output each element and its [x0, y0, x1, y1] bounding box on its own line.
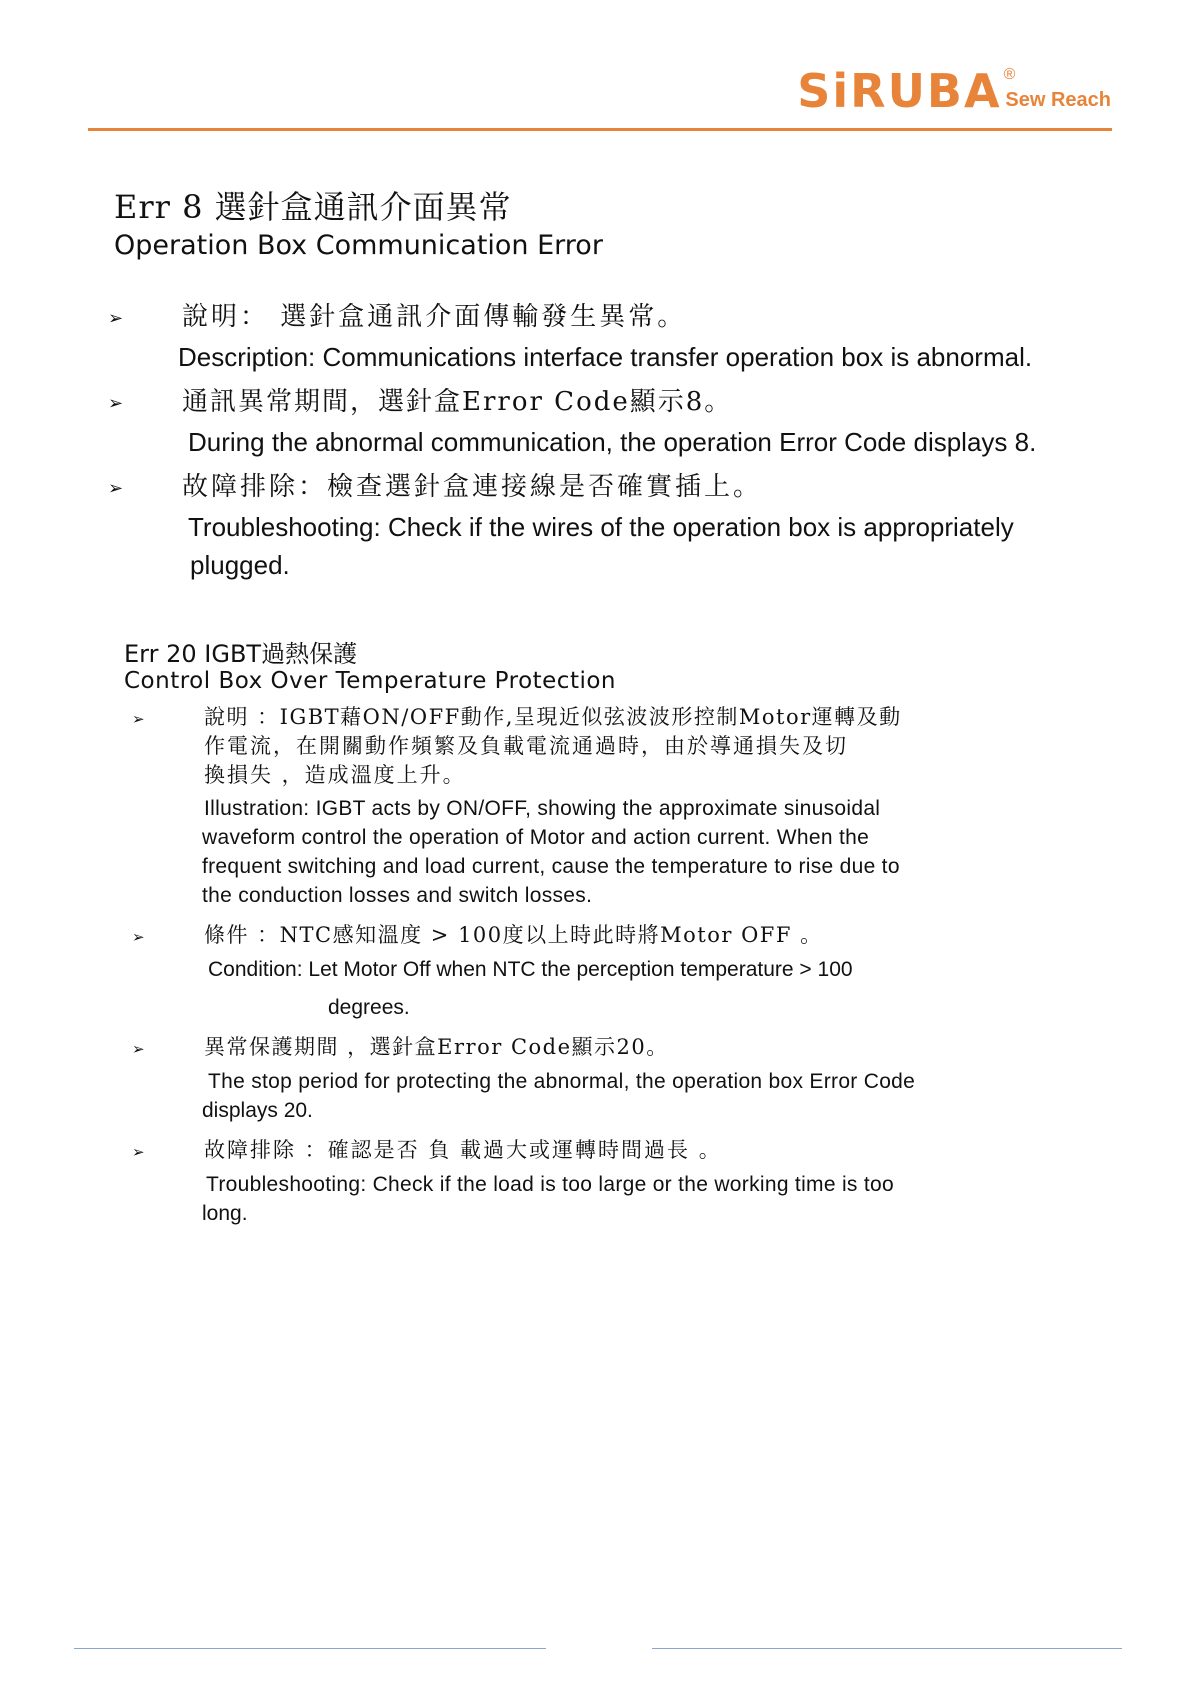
s2-item1-cn-line1: 說明 ：IGBT藉ON/OFF動作,呈現近似弦波波形控制Motor運轉及動 [204, 705, 902, 729]
bullet-icon: ➢ [108, 478, 124, 498]
s2-item2-en-line2: degrees. [328, 996, 410, 1019]
s2-item1-en-line4: the conduction losses and switch losses. [202, 884, 593, 907]
s2-item1-en-line2: waveform control the operation of Motor and action current. When the [202, 826, 870, 849]
s1-item2-en: During the abnormal communication, the operation Error Code displays 8. [188, 427, 1037, 457]
brand-logo [797, 64, 1111, 118]
s1-item1-cn: 說明： 選針盒通訊介面傳輸發生異常。 [182, 302, 687, 332]
s2-item1-en-line1: Illustration: IGBT acts by ON/OFF, showing the approximate sinusoidal [204, 797, 881, 820]
s1-item1-en: Description: Communications interface transfer operation box is abnormal. [178, 342, 1033, 372]
s2-item4-cn: 故障排除 ：確認是否 負 載過大或運轉時間過長 。 [204, 1138, 722, 1162]
brand-name: SiRUBA [797, 64, 1002, 118]
s2-item3-cn: 異常保護期間 ，選針盒Error Code顯示20。 [204, 1035, 669, 1059]
bullet-icon: ➢ [132, 1144, 145, 1161]
bullet-icon: ➢ [108, 308, 124, 328]
s2-item4-en-line1: Troubleshooting: Check if the load is too large or the working time is too [206, 1173, 894, 1196]
s1-item2-cn: 通訊異常期間，選針盒Error Code顯示8。 [182, 387, 733, 417]
s2-item3-en-line2: displays 20. [202, 1099, 313, 1122]
s1-item3-en-line2: plugged. [190, 550, 290, 580]
section1-title-en: Operation Box Communication Error [114, 230, 603, 261]
s2-item3-en-line1: The stop period for protecting the abnormal, the operation box Error Code [208, 1070, 916, 1093]
brand-tagline: Sew Reach [1005, 89, 1111, 111]
registered-mark: ® [1003, 66, 1016, 83]
s1-item3-cn: 故障排除：檢查選針盒連接線是否確實插上。 [182, 472, 763, 502]
footer-divider-right [652, 1648, 1122, 1649]
s2-item1-cn-line2: 作電流，在開關動作頻繁及負載電流通過時，由於導通損失及切 [204, 734, 848, 758]
bullet-icon: ➢ [132, 1041, 145, 1058]
bullet-icon: ➢ [132, 929, 145, 946]
s2-item2-cn: 條件 ：NTC感知溫度 > 100度以上時此時將Motor OFF 。 [204, 923, 823, 947]
section2-title-cn: Err 20 IGBT過熱保護 [124, 640, 358, 668]
bullet-icon: ➢ [132, 711, 145, 728]
s2-item2-en-line1: Condition: Let Motor Off when NTC the perception temperature > 100 [208, 958, 853, 981]
bullet-icon: ➢ [108, 393, 124, 413]
s2-item4-en-line2: long. [202, 1202, 248, 1225]
section1-title-cn: Err 8 選針盒通訊介面異常 [114, 188, 512, 226]
section2-title-en: Control Box Over Temperature Protection [124, 668, 617, 694]
s1-item3-en-line1: Troubleshooting: Check if the wires of the operation box is appropriately [188, 512, 1014, 542]
s2-item1-cn-line3: 換損失 ，造成溫度上升。 [204, 763, 466, 787]
footer-divider-left [74, 1648, 546, 1649]
s2-item1-en-line3: frequent switching and load current, cause the temperature to rise due to [202, 855, 900, 878]
header-divider [88, 128, 1112, 131]
